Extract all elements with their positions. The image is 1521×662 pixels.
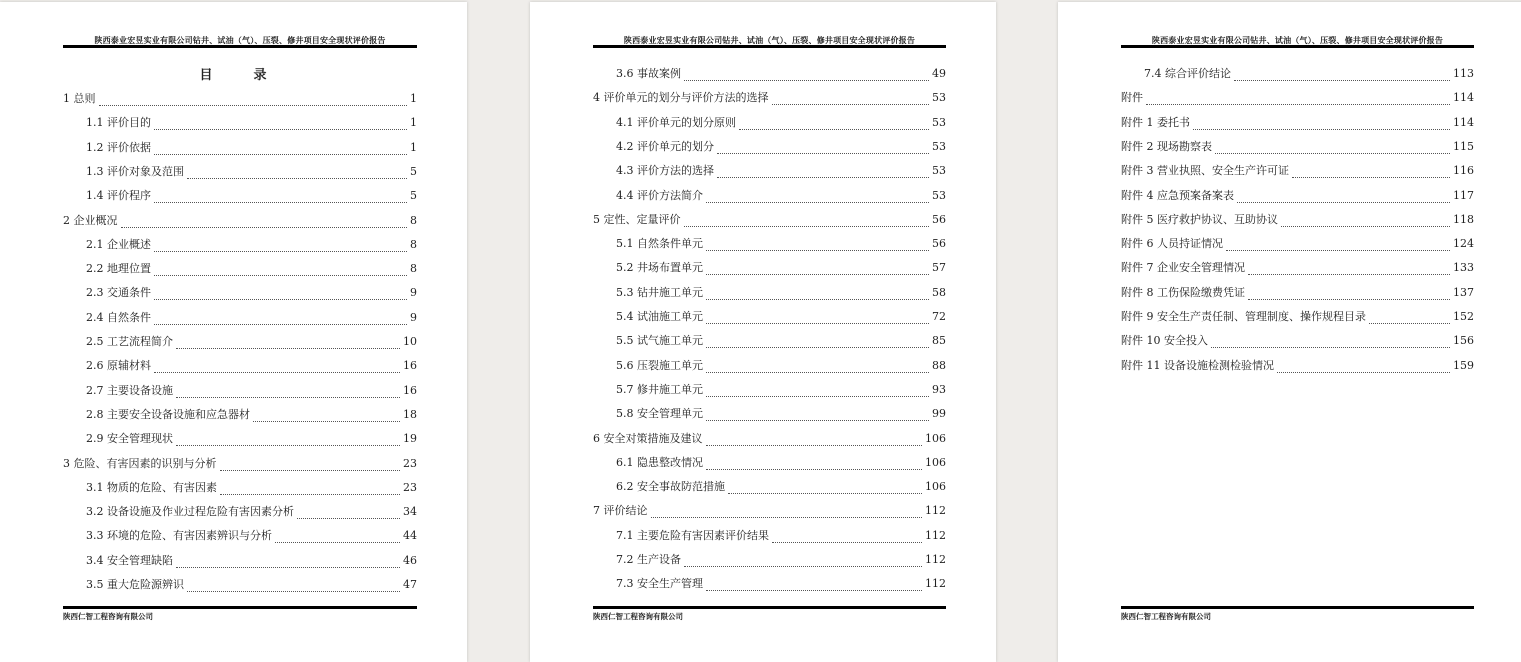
toc-leader-dots	[187, 581, 400, 592]
toc-entry[interactable]	[1121, 114, 1474, 130]
toc-entry-page-number: 9	[410, 286, 417, 300]
toc-entry-label: 4.1 评价单元的划分原则	[616, 115, 736, 129]
toc-leader-dots	[154, 265, 407, 276]
toc-entry-label: 6 安全对策措施及建议	[593, 431, 703, 445]
toc-leader-dots	[739, 119, 929, 130]
toc-entry[interactable]	[616, 65, 946, 81]
toc-leader-dots	[176, 557, 400, 568]
toc-entry-label: 2.7 主要设备设施	[86, 383, 173, 397]
toc-entry-label: 附件 7 企业安全管理情况	[1121, 261, 1245, 275]
toc-entry-page-number: 53	[932, 139, 946, 153]
page-header: 陕西泰业宏昱实业有限公司钻井、试油（气）、压裂、修井项目安全现状评价报告	[1151, 35, 1444, 45]
toc-entry[interactable]	[593, 502, 946, 518]
toc-entry[interactable]	[593, 89, 946, 105]
page-footer: 陕西仁智工程咨询有限公司	[593, 612, 683, 621]
toc-entry-label: 5 定性、定量评价	[593, 212, 681, 226]
toc-entry-label: 1.3 评价对象及范围	[86, 164, 184, 178]
toc-entry-page-number: 106	[925, 455, 946, 469]
toc-entry-label: 5.7 修井施工单元	[616, 382, 703, 396]
toc-entry-page-number: 49	[932, 67, 946, 80]
toc-entry-page-number: 16	[403, 359, 417, 373]
toc-leader-dots	[1193, 119, 1450, 130]
toc-entry-label: 4.2 评价单元的划分	[616, 139, 714, 153]
page-footer: 陕西仁智工程咨询有限公司	[63, 612, 153, 621]
toc-entry-page-number: 116	[1453, 164, 1474, 178]
header-rule	[1121, 45, 1474, 48]
toc-entry[interactable]	[616, 332, 946, 348]
toc-entry[interactable]	[1121, 89, 1474, 105]
toc-entry[interactable]	[616, 551, 946, 567]
toc-leader-dots	[1292, 167, 1450, 178]
toc-entry-page-number: 1	[410, 92, 417, 105]
toc-entry-page-number: 5	[410, 164, 417, 178]
toc-entry-label: 5.6 压裂施工单元	[616, 358, 703, 372]
toc-entry[interactable]	[86, 333, 417, 349]
document-page-2	[530, 2, 996, 662]
toc-entry-page-number: 47	[403, 578, 417, 591]
toc-entry-page-number: 112	[925, 553, 946, 566]
toc-entry-label: 2.2 地理位置	[86, 262, 151, 276]
toc-leader-dots	[706, 192, 929, 203]
toc-entry-label: 2 企业概况	[63, 213, 118, 227]
toc-entry-page-number: 46	[403, 553, 417, 567]
toc-leader-dots	[706, 313, 929, 324]
toc-leader-dots	[1248, 289, 1450, 300]
toc-leader-dots	[1211, 337, 1450, 348]
toc-entry-label: 2.4 自然条件	[86, 310, 151, 324]
toc-entry-page-number: 57	[932, 261, 946, 275]
toc-entry-page-number: 106	[925, 431, 946, 445]
toc-entry[interactable]	[616, 138, 946, 154]
toc-entry[interactable]	[1121, 162, 1474, 178]
toc-leader-dots	[1146, 94, 1450, 105]
toc-entry-label: 2.8 主要安全设备设施和应急器材	[86, 407, 250, 421]
toc-entry-page-number: 56	[932, 237, 946, 251]
toc-entry-label: 附件 4 应急预案备案表	[1121, 188, 1234, 202]
toc-leader-dots	[1215, 143, 1450, 154]
toc-leader-dots	[1248, 264, 1450, 275]
toc-leader-dots	[706, 264, 929, 275]
toc-entry[interactable]	[86, 284, 417, 300]
toc-entry-page-number: 16	[403, 383, 417, 397]
toc-entry-label: 7.2 生产设备	[616, 553, 681, 566]
toc-entry[interactable]	[616, 284, 946, 300]
toc-entry-page-number: 34	[403, 505, 417, 519]
toc-entry[interactable]	[593, 430, 946, 446]
toc-leader-dots	[706, 337, 929, 348]
toc-entry-label: 附件	[1121, 91, 1143, 105]
toc-entry-page-number: 53	[932, 188, 946, 202]
toc-entry-label: 6.2 安全事故防范措施	[616, 480, 725, 494]
toc-leader-dots	[176, 338, 400, 349]
toc-entry-label: 3 危险、有害因素的识别与分析	[63, 456, 217, 470]
page-footer: 陕西仁智工程咨询有限公司	[1121, 612, 1211, 621]
toc-leader-dots	[154, 289, 407, 300]
toc-leader-dots	[1281, 216, 1450, 227]
toc-entry-label: 4 评价单元的划分与评价方法的选择	[593, 91, 769, 105]
toc-entry-page-number: 115	[1453, 139, 1474, 153]
toc-entry[interactable]	[86, 406, 417, 422]
toc-entry-page-number: 1	[410, 140, 417, 154]
toc-entry-page-number: 23	[403, 480, 417, 494]
toc-entry[interactable]	[616, 478, 946, 494]
toc-leader-dots	[1226, 240, 1450, 251]
toc-entry[interactable]	[86, 187, 417, 203]
toc-entry[interactable]	[86, 552, 417, 568]
toc-entry-page-number: 9	[410, 310, 417, 324]
toc-entry-page-number: 117	[1453, 188, 1474, 202]
toc-entry-page-number: 8	[410, 262, 417, 276]
toc-entry-label: 4.4 评价方法简介	[616, 188, 703, 202]
toc-entry-label: 5.5 试气施工单元	[616, 334, 703, 348]
toc-entry-page-number: 112	[925, 504, 946, 518]
toc-entry-page-number: 118	[1453, 212, 1474, 226]
toc-entry-label: 3.5 重大危险源辨识	[86, 578, 184, 591]
toc-entry-label: 附件 11 设备设施检测检验情况	[1121, 358, 1274, 372]
toc-leader-dots	[154, 241, 407, 252]
toc-entry-label: 3.1 物质的危险、有害因素	[86, 480, 217, 494]
toc-entry[interactable]	[86, 163, 417, 179]
toc-entry-label: 6.1 隐患整改情况	[616, 455, 703, 469]
toc-entry[interactable]	[616, 259, 946, 275]
toc-entry-label: 7.4 综合评价结论	[1144, 67, 1231, 80]
toc-leader-dots	[1277, 362, 1450, 373]
toc-leader-dots	[154, 192, 407, 203]
toc-leader-dots	[297, 508, 400, 519]
toc-leader-dots	[154, 362, 400, 373]
toc-entry[interactable]	[1144, 65, 1474, 81]
toc-entry-label: 3.2 设备设施及作业过程危险有害因素分析	[86, 505, 294, 519]
toc-leader-dots	[220, 460, 401, 471]
toc-leader-dots	[121, 217, 408, 228]
toc-leader-dots	[717, 167, 929, 178]
toc-entry[interactable]	[63, 90, 417, 106]
toc-entry-label: 7.1 主要危险有害因素评价结果	[616, 528, 769, 542]
toc-entry-page-number: 124	[1453, 237, 1474, 251]
toc-leader-dots	[1237, 192, 1450, 203]
toc-leader-dots	[154, 119, 407, 130]
toc-leader-dots	[772, 532, 922, 543]
toc-leader-dots	[706, 435, 923, 446]
toc-entry-label: 附件 9 安全生产责任制、管理制度、操作规程目录	[1121, 310, 1366, 323]
toc-entry-label: 4.3 评价方法的选择	[616, 164, 714, 178]
toc-entry[interactable]	[616, 114, 946, 130]
toc-entry-label: 5.1 自然条件单元	[616, 237, 703, 251]
toc-entry-page-number: 106	[925, 480, 946, 494]
toc-leader-dots	[728, 483, 922, 494]
toc-leader-dots	[706, 362, 929, 373]
toc-entry[interactable]	[1121, 138, 1474, 154]
toc-entry[interactable]	[616, 405, 946, 421]
toc-entry-page-number: 58	[932, 285, 946, 299]
toc-entry-page-number: 152	[1453, 310, 1474, 323]
toc-entry-page-number: 19	[403, 432, 417, 446]
toc-entry-label: 1.4 评价程序	[86, 189, 151, 203]
toc-leader-dots	[1234, 70, 1450, 81]
toc-entry[interactable]	[616, 235, 946, 251]
toc-entry[interactable]	[86, 114, 417, 130]
toc-entry-page-number: 8	[410, 237, 417, 251]
toc-entry[interactable]	[86, 309, 417, 325]
toc-entry[interactable]	[86, 382, 417, 398]
toc-entry-page-number: 53	[932, 91, 946, 105]
toc-entry-page-number: 8	[410, 213, 417, 227]
toc-leader-dots	[154, 144, 407, 155]
toc-entry-page-number: 5	[410, 189, 417, 203]
toc-leader-dots	[154, 314, 407, 325]
toc-entry-page-number: 159	[1453, 358, 1474, 372]
toc-entry[interactable]	[86, 576, 417, 592]
page-header: 陕西泰业宏昱实业有限公司钻井、试油（气）、压裂、修井项目安全现状评价报告	[94, 35, 386, 45]
toc-entry[interactable]	[593, 211, 946, 227]
toc-entry-label: 附件 6 人员持证情况	[1121, 237, 1223, 251]
toc-leader-dots	[706, 386, 929, 397]
toc-entry-label: 7 评价结论	[593, 504, 648, 518]
toc-entry-label: 3.3 环境的危险、有害因素辨识与分析	[86, 529, 272, 543]
toc-entry-page-number: 18	[403, 407, 417, 421]
toc-entry-label: 2.1 企业概述	[86, 237, 151, 251]
toc-entry-label: 3.6 事故案例	[616, 67, 681, 80]
toc-entry-page-number: 99	[932, 407, 946, 421]
toc-entry[interactable]	[616, 381, 946, 397]
toc-entry-page-number: 137	[1453, 285, 1474, 299]
toc-entry[interactable]	[1121, 187, 1474, 203]
toc-entry-page-number: 85	[932, 334, 946, 348]
toc-leader-dots	[684, 70, 929, 81]
toc-entry-page-number: 156	[1453, 334, 1474, 348]
toc-entry-label: 1.1 评价目的	[86, 116, 151, 130]
toc-entry-label: 附件 1 委托书	[1121, 115, 1190, 129]
page-header: 陕西泰业宏昱实业有限公司钻井、试油（气）、压裂、修井项目安全现状评价报告	[623, 35, 916, 45]
toc-entry[interactable]	[1121, 284, 1474, 300]
toc-leader-dots	[275, 532, 400, 543]
toc-leader-dots	[176, 435, 400, 446]
toc-leader-dots	[706, 289, 929, 300]
toc-entry-label: 2.6 原辅材料	[86, 359, 151, 373]
toc-entry-label: 1 总则	[63, 92, 96, 105]
toc-leader-dots	[772, 94, 930, 105]
document-page-1	[0, 2, 467, 662]
toc-entry-page-number: 93	[932, 382, 946, 396]
toc-leader-dots	[717, 143, 929, 154]
toc-entry-page-number: 114	[1453, 91, 1474, 105]
toc-leader-dots	[187, 168, 407, 179]
toc-entry-label: 1.2 评价依据	[86, 140, 151, 154]
toc-entry-page-number: 1	[410, 116, 417, 130]
header-rule	[63, 45, 417, 48]
toc-leader-dots	[220, 484, 400, 495]
toc-entry[interactable]	[1121, 235, 1474, 251]
toc-entry[interactable]	[616, 162, 946, 178]
toc-entry[interactable]	[86, 527, 417, 543]
toc-entry-page-number: 112	[925, 528, 946, 542]
toc-entry-page-number: 88	[932, 358, 946, 372]
toc-entry[interactable]	[86, 430, 417, 446]
toc-entry[interactable]	[1121, 259, 1474, 275]
toc-entry-label: 附件 3 营业执照、安全生产许可证	[1121, 164, 1289, 178]
toc-entry-page-number: 112	[925, 577, 946, 591]
toc-entry[interactable]	[1121, 211, 1474, 227]
toc-entry-label: 2.5 工艺流程简介	[86, 335, 173, 348]
toc-entry-page-number: 53	[932, 164, 946, 178]
toc-entry[interactable]	[1121, 332, 1474, 348]
toc-leader-dots	[706, 410, 929, 421]
toc-entry-label: 附件 2 现场勘察表	[1121, 139, 1212, 153]
toc-entry[interactable]	[86, 479, 417, 495]
toc-leader-dots	[176, 387, 400, 398]
toc-entry-label: 2.3 交通条件	[86, 286, 151, 300]
toc-entry[interactable]	[616, 308, 946, 324]
toc-entry[interactable]	[86, 236, 417, 252]
toc-entry-page-number: 114	[1453, 115, 1474, 129]
toc-entry-page-number: 113	[1453, 67, 1474, 80]
toc-leader-dots	[651, 507, 923, 518]
toc-entry[interactable]	[63, 212, 417, 228]
document-page-3	[1058, 2, 1521, 662]
toc-entry-label: 7.3 安全生产管理	[616, 577, 703, 591]
toc-entry-label: 2.9 安全管理现状	[86, 432, 173, 446]
toc-entry-label: 5.8 安全管理单元	[616, 407, 703, 421]
toc-entry-page-number: 23	[403, 456, 417, 470]
toc-entry-page-number: 10	[403, 335, 417, 348]
toc-entry[interactable]	[616, 454, 946, 470]
toc-entry-label: 5.3 钻井施工单元	[616, 285, 703, 299]
toc-entry[interactable]	[86, 139, 417, 155]
toc-leader-dots	[706, 459, 922, 470]
toc-entry-label: 附件 5 医疗救护协议、互助协议	[1121, 212, 1278, 226]
footer-rule	[63, 606, 417, 609]
toc-entry[interactable]	[1121, 308, 1474, 324]
toc-entry-page-number: 56	[932, 212, 946, 226]
toc-leader-dots	[99, 95, 408, 106]
toc-entry[interactable]	[63, 455, 417, 471]
toc-entry[interactable]	[616, 575, 946, 591]
toc-entry-label: 5.2 井场布置单元	[616, 261, 703, 275]
toc-entry-page-number: 72	[932, 310, 946, 323]
footer-rule	[1121, 606, 1474, 609]
toc-entry[interactable]	[1121, 357, 1474, 373]
toc-entry-page-number: 133	[1453, 261, 1474, 275]
toc-entry[interactable]	[616, 187, 946, 203]
toc-entry[interactable]	[86, 357, 417, 373]
toc-entry-label: 附件 10 安全投入	[1121, 334, 1208, 348]
toc-entry-label: 附件 8 工伤保险缴费凭证	[1121, 285, 1245, 299]
footer-rule	[593, 606, 946, 609]
toc-leader-dots	[684, 556, 922, 567]
toc-leader-dots	[706, 240, 929, 251]
toc-entry[interactable]	[86, 503, 417, 519]
header-rule	[593, 45, 946, 48]
toc-leader-dots	[684, 216, 930, 227]
toc-leader-dots	[706, 580, 922, 591]
toc-entry-page-number: 44	[403, 529, 417, 543]
toc-leader-dots	[253, 411, 400, 422]
toc-leader-dots	[1369, 313, 1450, 324]
toc-title: 目 录	[199, 68, 281, 83]
toc-entry-label: 5.4 试油施工单元	[616, 310, 703, 323]
toc-entry-label: 3.4 安全管理缺陷	[86, 553, 173, 567]
toc-entry-page-number: 53	[932, 115, 946, 129]
toc-entry[interactable]	[616, 357, 946, 373]
toc-entry[interactable]	[86, 260, 417, 276]
toc-entry[interactable]	[616, 527, 946, 543]
